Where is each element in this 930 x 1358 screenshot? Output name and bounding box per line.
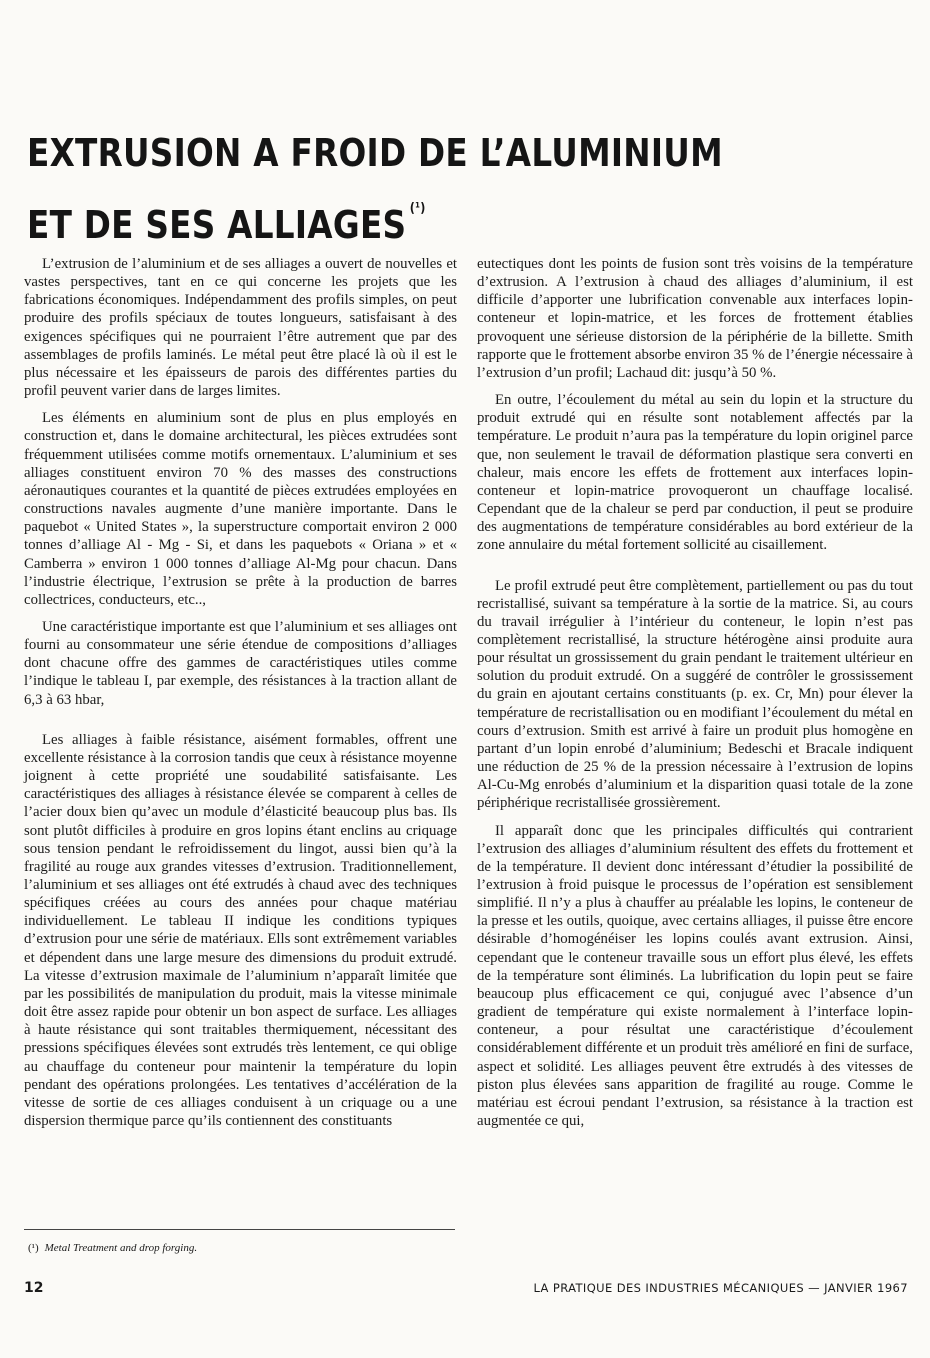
title-line-2 <box>27 181 784 253</box>
right-paragraph-2: En outre, l’écoulement du métal au sein du lopin et la structure du produit extrudé qui en résulte sont notablement affectés par la température. Le produit n’aura pas la température du lopin originel parce que, non seulement le travail de déformation plastique sera converti en chaleur, mais encore les effets de frottement aux interfaces lopin-conteneur et lopin-matrice provoqueront un chauffage localisé. Cependant que de la chaleur se perd par conduction, il peut se produire des augmentations de température considérables au bord extérieur de la zone annulaire du métal fortement sollicité au cisaillement. <box>477 392 913 554</box>
left-paragraph-4: Les alliages à faible résistance, aisément formables, offrent une excellente résistance à la corrosion tandis que ceux à résistance moyenne joignent à cette propriété une soudabilité satisfaisante. Les caractéristiques des alliages à résistance élevée se comparent à celles de l’acier doux bien qu’avec un module d’élasticité beaucoup plus bas. Ils sont plutôt difficiles à produire en gros lopins étant enclins au criquage sous tension pendant le refroidissement du lingot, aussi bien qu’à la fragilité au rouge aux grandes vitesses d’extrusion. Traditionnellement, l’aluminium et ses alliages ont été extrudés à chaud avec des techniques spécifiques créées au cours des années pour chaque matériau individuellement. Le tableau II indique les conditions typiques d’extrusion pour une série de matériaux. Ells sont extrêmement variables et dépendent dans une large mesure des dimensions du produit extrudé. La vitesse d’extrusion maximale de l’aluminium n’apparaît limitée que par les possibilités de manipulation du produit, mais la vitesse minimale doit être assez rapide pour obtenir un bon aspect de surface. Les alliages à haute résistance qui sont traitables thermiquement, nécessitant des pressions spécifiques élevées sont extrudés très lentement, ce qui oblige au chauffage du conteneur pour maintenir la température du lopin pendant des opérations prolongées. Les tentatives d’accélération de la vitesse de sortie de ces alliages conduisent à un criquage ou a une dispersion thermique parce qu’ils contiennent des constituants <box>24 731 457 1130</box>
footnote-divider <box>24 1229 455 1230</box>
right-paragraph-4: Il apparaît donc que les principales difficultés qui contrarient l’extrusion des alliages d’aluminium résultent des effets du frottement et de la température. Il devient donc intéressant d’étudier la possibilité de l’extrusion à froid puisque le processus de l’opération est sensiblement simplifié. Il n’y a plus à chauffer au préalable les lopins, le conteneur de la presse et les outils, quoique, avec certains alliages, il puisse être encore désirable d’homogénéiser les lopins coulés avant extrusion. Ainsi, cependant que le conteneur travaille sous un effort plus élevé, les effets de la température sont éliminés. La lubrification du lopin peut se faire beaucoup plus efficacement ce qui, conjugué avec l’absence d’un gradient de température qui existe normalement à l’interface lopin-conteneur, a pour résultat une caractéristique d’écoulement considérablement différente et un produit très amélioré en fini de surface, aspect et solidité. Les alliages peuvent être extrudés à des vitesses de piston plus élevées sans apparition de fragilité au rouge. Comme le matériau est écroui pendant l’extrusion, sa résistance à la traction est augmentée ce qui, <box>477 822 913 1130</box>
footnote <box>28 1242 197 1254</box>
title-line-2-text: ET DE SES ALLIAGES <box>27 203 407 248</box>
footnote-mark: (¹) <box>28 1242 39 1254</box>
left-column <box>24 255 457 1139</box>
right-column <box>477 255 913 1139</box>
page-number: 12 <box>24 1280 44 1296</box>
title-line-1: EXTRUSION A FROID DE L’ALUMINIUM <box>27 131 723 176</box>
title-footnote-mark: (¹) <box>409 201 426 217</box>
article-title <box>27 125 784 253</box>
running-footer: LA PRATIQUE DES INDUSTRIES MÉCANIQUES — JANVIER 1967 <box>533 1281 908 1295</box>
right-paragraph-3: Le profil extrudé peut être complètement, partiellement ou pas du tout recristallisé, suivant sa température à la sortie de la matrice. Si, au cours du travail irrégulier à l’intérieur du conteneur, le lopin n’est pas complètement recristallisé, la structure hétérogène ainsi produite aura pour résultat un grossissement du grain pendant le traitement ultérieur en solution du produit extrudé. On a suggéré de contrôler le grossissement du grain en ajoutant certains constituants (p. ex. Cr, Mn) pour élever la température de recristallisation ou en modifiant l’écoulement du métal en cours d’extrusion. Smith est arrivé à faire un produit plus homogène en partant d’un lopin enrobé d’aluminium; Bedeschi et Bracale indiquent une réduction de 25 % de la pression nécessaire à l’extrusion de lopins Al-Cu-Mg enrobés d’aluminium et la disparition quasi totale de la zone périphérique recristallisée grossièrement. <box>477 577 913 812</box>
footnote-text: Metal Treatment and drop forging. <box>44 1242 198 1254</box>
left-paragraph-3: Une caractéristique importante est que l’aluminium et ses alliages ont fourni au consommateur une série étendue de compositions d’alliages dont chacune offre des gammes de caractéristiques utiles comme l’indique le tableau I, par exemple, des résistances à la traction allant de 6,3 à 63 hbar, <box>24 618 457 708</box>
right-paragraph-1: eutectiques dont les points de fusion sont très voisins de la température d’extrusion. A l’extrusion à chaud des alliages d’aluminium, il est difficile d’apporter une lubrification convenable aux interfaces lopin-conteneur et lopin-matrice, et les forces de frottement établies provoquent une sérieuse distorsion de la périphérie de la billette. Smith rapporte que le frottement absorbe environ 35 % de l’énergie nécessaire à l’extrusion d’un profil; Lachaud dit: jusqu’à 50 %. <box>477 256 913 381</box>
left-paragraph-1: L’extrusion de l’aluminium et de ses alliages a ouvert de nouvelles et vastes perspectives, tant en ce qui concerne les projets que les fabrications économiques. Indépendamment des profils simples, on peut produire des profils spéciaux de toutes longueurs, satisfaisant à des exigences spécifiques qui ne pourraient l’être autrement que par des assemblages de profils laminés. Le métal peut être placé là où il est le plus nécessaire et les épaisseurs de parois des différentes parties du profil peuvent varier dans de larges limites. <box>24 256 457 400</box>
left-paragraph-2: Les éléments en aluminium sont de plus en plus employés en construction et, dans le domaine architectural, les pièces extrudées sont fréquemment utilisées comme motifs ornementaux. L’aluminium et ses alliages constituent environ 70 % des masses des constructions aéronautiques courantes et la quantité de pièces extrudées employées en constructions navales augmente d’une manière importante. Dans le paquebot « United States », la superstructure comportait environ 2 000 tonnes d’alliage Al - Mg - Si, et dans les paquebots « Oriana » et « Camberra » environ 1 000 tonnes d’alliage Al-Mg pour chacun. Dans l’industrie électrique, l’extrusion se prête à la production de barres collectrices, conducteurs, etc.., <box>24 410 457 608</box>
